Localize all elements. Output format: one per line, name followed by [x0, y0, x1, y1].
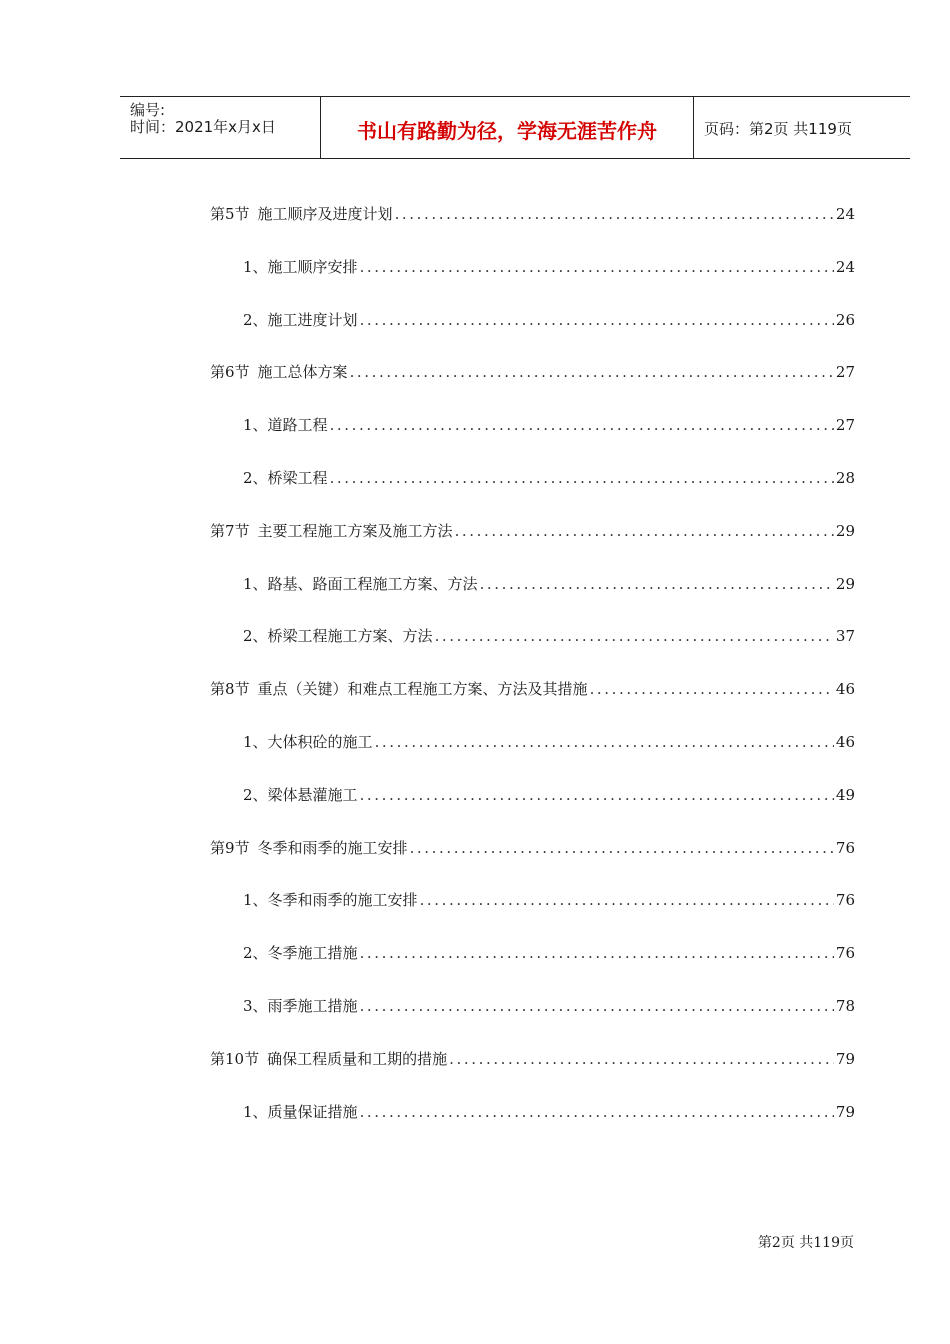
toc-subsection-entry[interactable] [210, 995, 855, 1048]
toc-entry-title: 路基、路面工程施工方案、方法 [267, 574, 478, 593]
toc-entry-number: 1、 [243, 257, 268, 276]
toc-entry-title: 施工顺序安排 [267, 257, 358, 276]
toc-entry-page: 79 [835, 1102, 855, 1121]
toc-entry-number: 1、 [243, 732, 268, 751]
toc-entry-title: 桥梁工程施工方案、方法 [267, 627, 433, 646]
toc-entry-title: 施工进度计划 [267, 310, 358, 329]
toc-entry-title: 梁体悬灌施工 [267, 785, 358, 804]
toc-entry-number: 第5节 [210, 205, 250, 223]
toc-entry-title: 施工顺序及进度计划 [257, 205, 393, 223]
toc-leader-dots [360, 942, 834, 964]
toc-leader-dots [330, 467, 834, 489]
toc-leader-dots [360, 256, 834, 278]
header-meta-cell [120, 97, 321, 158]
toc-leader-dots [480, 573, 834, 595]
toc-subsection-entry[interactable] [210, 1101, 855, 1154]
toc-entry-page: 46 [835, 680, 855, 699]
toc-entry-title: 雨季施工措施 [267, 996, 358, 1015]
toc-entry-page: 46 [835, 732, 855, 751]
toc-leader-dots [449, 1048, 834, 1070]
toc-entry-title: 确保工程质量和工期的措施 [267, 1049, 448, 1068]
toc-leader-dots [420, 889, 834, 911]
toc-entry-page: 27 [835, 416, 855, 435]
toc-leader-dots [360, 995, 834, 1017]
toc-entry-number: 第10节 [210, 1049, 260, 1068]
toc-entry-page: 76 [835, 838, 855, 857]
toc-leader-dots [455, 520, 834, 542]
toc-entry-number: 1、 [243, 574, 268, 593]
toc-entry-title: 道路工程 [267, 416, 328, 435]
toc-entry-number: 第6节 [210, 363, 250, 382]
toc-section-entry[interactable] [210, 1048, 855, 1101]
toc-subsection-entry[interactable] [210, 256, 855, 309]
toc-subsection-entry[interactable] [210, 309, 855, 362]
toc-entry-number: 2、 [243, 785, 268, 804]
toc-entry-number: 1、 [243, 416, 268, 435]
toc-section-entry[interactable] [210, 520, 855, 573]
time-label: 时间：2021年x月x日 [130, 118, 276, 136]
toc-subsection-entry[interactable] [210, 467, 855, 520]
toc-entry-page: 79 [835, 1049, 855, 1068]
toc-entry-page: 24 [835, 205, 855, 223]
toc-entry-number: 第9节 [210, 838, 250, 857]
toc-subsection-entry[interactable] [210, 889, 855, 942]
toc-entry-page: 78 [835, 996, 855, 1015]
toc-leader-dots [590, 678, 834, 700]
toc-subsection-entry[interactable] [210, 731, 855, 784]
toc-leader-dots [375, 731, 834, 753]
header-motto: 书山有路勤为径，学海无涯苦作舟 [357, 119, 657, 143]
toc-entry-page: 37 [835, 627, 855, 646]
toc-leader-dots [360, 784, 834, 806]
toc-section-entry[interactable] [210, 361, 855, 414]
toc-leader-dots [410, 837, 834, 859]
table-of-contents [210, 203, 855, 1153]
toc-entry-number: 第8节 [210, 680, 250, 699]
toc-subsection-entry[interactable] [210, 625, 855, 678]
toc-entry-title: 主要工程施工方案及施工方法 [257, 521, 453, 540]
toc-leader-dots [360, 309, 834, 331]
toc-entry-title: 施工总体方案 [257, 363, 348, 382]
toc-leader-dots [350, 361, 834, 383]
toc-entry-number: 2、 [243, 627, 268, 646]
toc-subsection-entry[interactable] [210, 784, 855, 837]
toc-subsection-entry[interactable] [210, 942, 855, 995]
toc-leader-dots [360, 1101, 834, 1123]
toc-section-entry[interactable] [210, 203, 855, 256]
toc-entry-page: 76 [835, 891, 855, 910]
toc-entry-title: 重点（关键）和难点工程施工方案、方法及其措施 [257, 680, 588, 699]
toc-entry-page: 49 [835, 785, 855, 804]
toc-entry-page: 26 [835, 310, 855, 329]
toc-entry-page: 28 [835, 468, 855, 487]
toc-entry-title: 质量保证措施 [267, 1102, 358, 1121]
toc-entry-number: 1、 [243, 891, 268, 910]
footer-page-info: 第2页 共119页 [757, 1235, 854, 1251]
toc-entry-page: 76 [835, 944, 855, 963]
toc-entry-page: 27 [835, 363, 855, 382]
toc-entry-title: 大体积砼的施工 [267, 732, 373, 751]
header-motto-cell [321, 97, 694, 158]
toc-subsection-entry[interactable] [210, 414, 855, 467]
toc-entry-number: 2、 [243, 468, 268, 487]
toc-entry-number: 2、 [243, 944, 268, 963]
header-page-code: 页码：第2页 共119页 [704, 120, 852, 138]
toc-entry-title: 冬季和雨季的施工安排 [267, 891, 418, 910]
toc-leader-dots [435, 625, 834, 647]
toc-entry-title: 桥梁工程 [267, 468, 328, 487]
toc-section-entry[interactable] [210, 678, 855, 731]
toc-entry-number: 1、 [243, 1102, 268, 1121]
toc-entry-number: 2、 [243, 310, 268, 329]
toc-entry-title: 冬季和雨季的施工安排 [257, 838, 408, 857]
toc-entry-number: 3、 [243, 996, 268, 1015]
toc-subsection-entry[interactable] [210, 573, 855, 626]
header-page-cell [694, 97, 910, 158]
serial-label: 编号: [130, 101, 166, 119]
toc-entry-page: 24 [835, 257, 855, 276]
toc-leader-dots [395, 203, 834, 225]
toc-entry-number: 第7节 [210, 521, 250, 540]
document-header [120, 96, 910, 159]
toc-entry-page: 29 [835, 521, 855, 540]
toc-leader-dots [330, 414, 834, 436]
toc-section-entry[interactable] [210, 837, 855, 890]
toc-entry-title: 冬季施工措施 [267, 944, 358, 963]
toc-entry-page: 29 [835, 574, 855, 593]
